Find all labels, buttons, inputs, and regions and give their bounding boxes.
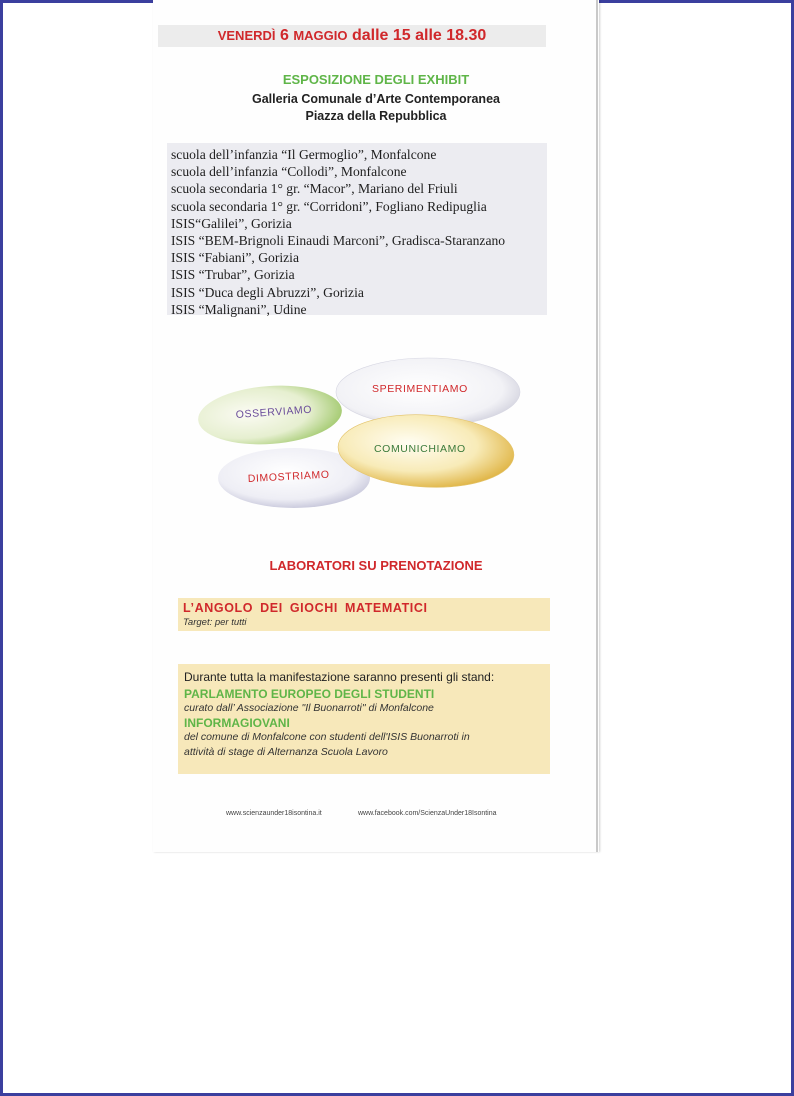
- facebook-link[interactable]: www.facebook.com/ScienzaUnder18Isontina: [358, 810, 497, 817]
- date-weekday: VENERDÌ: [217, 28, 276, 43]
- website-link[interactable]: www.scienzaunder18isontina.it: [226, 810, 322, 817]
- school-item: scuola secondaria 1° gr. “Corridoni”, Fogliano Redipuglia: [171, 198, 487, 214]
- stands-intro: Durante tutta la manifestazione saranno presenti gli stand:: [184, 670, 495, 684]
- date-day: 6: [279, 27, 289, 44]
- math-games-title: L’ANGOLO DEI GIOCHI MATEMATICI: [183, 601, 428, 615]
- school-item: ISIS “BEM-Brignoli Einaudi Marconi”, Gradisca-Staranzano: [171, 233, 506, 249]
- informagiovani-description-1: del comune di Monfalcone con studenti dell'ISIS Buonarroti in: [184, 731, 470, 743]
- school-item: scuola dell’infanzia “Il Germoglio”, Monfalcone: [171, 147, 437, 162]
- school-item: ISIS “Trubar”, Gorizia: [171, 267, 295, 283]
- labs-title: LABORATORI SU PRENOTAZIONE: [269, 558, 483, 573]
- informagiovani-description-2: attività di stage di Alternanza Scuola Lavoro: [184, 746, 388, 758]
- date-month: MAGGIO: [293, 28, 348, 43]
- school-item: ISIS “Duca degli Abruzzi”, Gorizia: [171, 284, 364, 300]
- school-item: scuola secondaria 1° gr. “Macor”, Mariano del Friuli: [171, 181, 458, 197]
- exhibit-venue: Galleria Comunale d’Arte Contemporanea: [252, 92, 500, 106]
- ellipses-diagram: [188, 350, 528, 520]
- school-list: [167, 143, 547, 315]
- informagiovani-title: INFORMAGIOVANI: [184, 716, 290, 730]
- pes-description: curato dall’ Associazione "Il Buonarroti" di Monfalcone: [184, 702, 434, 714]
- math-games-box: [178, 598, 550, 631]
- math-games-target: Target: per tutti: [183, 617, 247, 628]
- stands-box: [178, 664, 550, 774]
- pes-title: PARLAMENTO EUROPEO DEGLI STUDENTI: [184, 687, 435, 701]
- exhibit-title: ESPOSIZIONE DEGLI EXHIBIT: [282, 72, 470, 87]
- page-fold-edge: [596, 0, 598, 852]
- school-item: ISIS “Fabiani”, Gorizia: [171, 250, 299, 266]
- date-time: dalle 15 alle 18.30: [351, 27, 487, 44]
- school-item: ISIS“Galilei”, Gorizia: [171, 215, 292, 231]
- osserviamo-label: OSSERVIAMO: [235, 403, 313, 421]
- school-item: scuola dell’infanzia “Collodi”, Monfalcone: [171, 164, 407, 180]
- sperimentiamo-label: SPERIMENTIAMO: [372, 383, 468, 395]
- exhibit-address: Piazza della Repubblica: [305, 109, 447, 123]
- school-item: ISIS “Malignani”, Udine: [171, 301, 307, 317]
- date-banner: [158, 25, 546, 47]
- comunichiamo-label: COMUNICHIAMO: [374, 443, 466, 455]
- dimostriamo-label: DIMOSTRIAMO: [247, 468, 330, 485]
